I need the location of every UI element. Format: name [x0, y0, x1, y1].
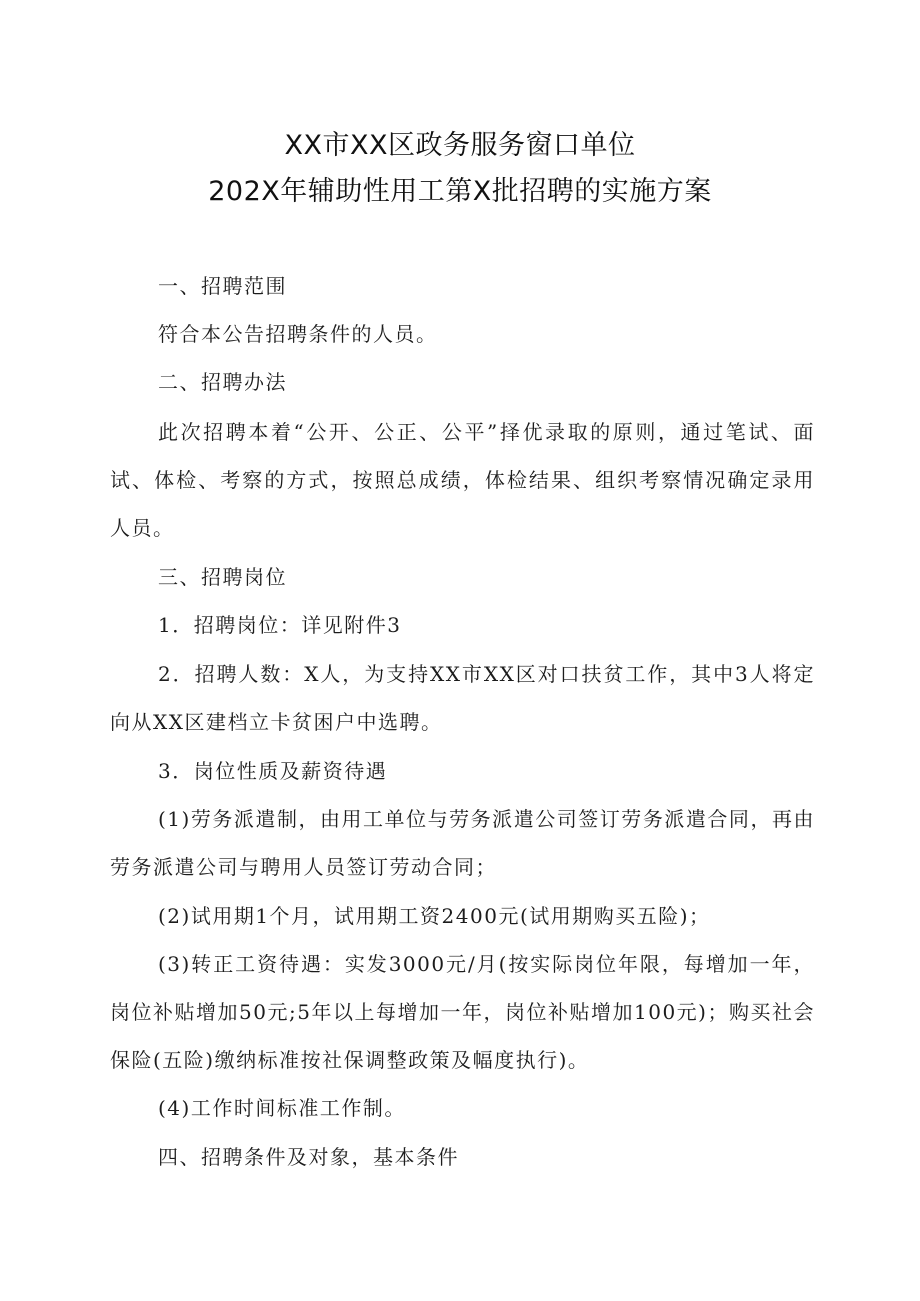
section-heading-recruitment-scope: 一、招聘范围: [158, 274, 287, 298]
document-title-line-1: XX市XX区政务服务窗口单位: [284, 130, 636, 161]
list-item-headcount: 2．招聘人数：X人，为支持XX市XX区对口扶贫工作，其中3人将定向从XX区建档立卡贫困户中选聘。: [110, 662, 815, 734]
sub-item-dispatch: (1)劳务派遣制，由用工单位与劳务派遣公司签订劳务派遣合同，再由劳务派遣公司与聘用人员签订劳动合同；: [110, 807, 815, 879]
list-item-positions: 1．招聘岗位：详见附件3: [158, 613, 402, 637]
paragraph-recruitment-method: 此次招聘本着“公开、公正、公平”择优录取的原则，通过笔试、面试、体检、考察的方式，按照总成绩，体检结果、组织考察情况确定录用人员。: [110, 420, 815, 540]
list-item-position-nature: 3．岗位性质及薪资待遇: [158, 759, 388, 783]
document-title-line-2: 202X年辅助性用工第X批招聘的实施方案: [208, 176, 712, 207]
sub-item-working-hours: (4)工作时间标准工作制。: [158, 1096, 406, 1120]
section-heading-recruitment-positions: 三、招聘岗位: [158, 565, 287, 589]
paragraph-eligibility: 符合本公告招聘条件的人员。: [158, 322, 438, 346]
sub-item-probation: (2)试用期1个月，试用期工资2400元(试用期购买五险)；: [158, 904, 711, 928]
section-heading-conditions: 四、招聘条件及对象，基本条件: [158, 1145, 459, 1169]
sub-item-regular-salary: (3)转正工资待遇：实发3000元/月(按实际岗位年限，每增加一年，岗位补贴增加50元;5年以上每增加一年，岗位补贴增加100元)；购买社会保险(五险)缴纳标准按社保调整政策及幅度执行)。: [110, 952, 815, 1072]
section-heading-recruitment-method: 二、招聘办法: [158, 370, 287, 394]
